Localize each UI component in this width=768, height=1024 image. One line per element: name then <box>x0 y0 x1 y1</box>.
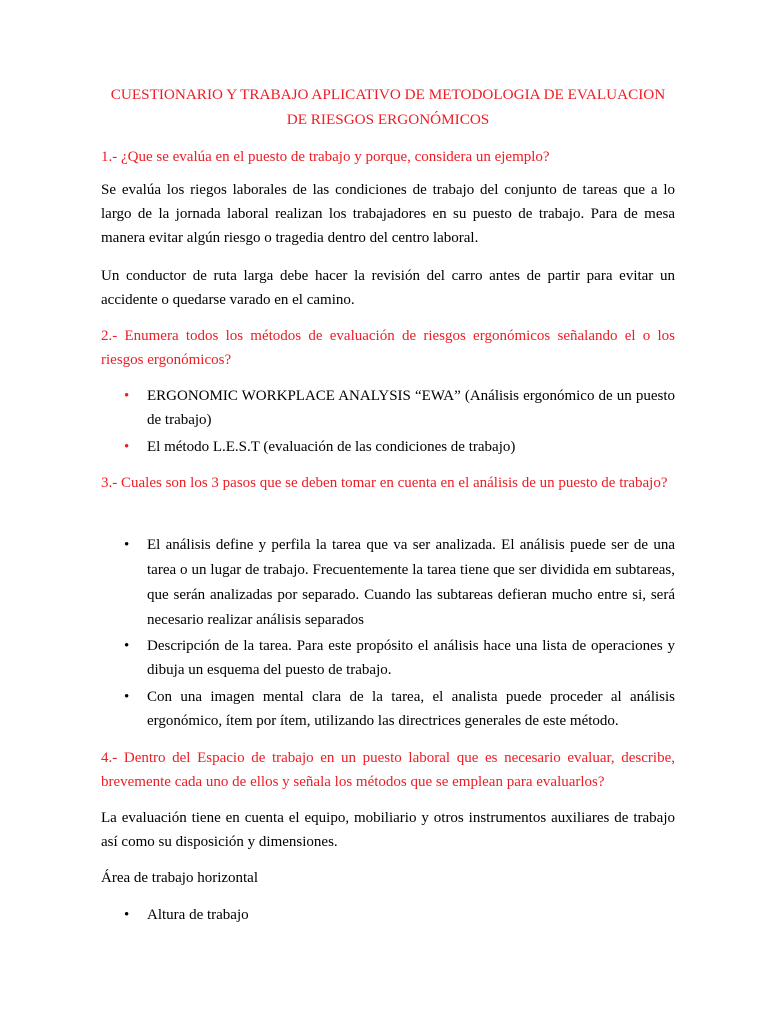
bullet-icon: • <box>124 439 130 455</box>
q3-bullet-3: Con una imagen mental clara de la tarea, el analista puede proceder al análisis ergonómico, ítem por ítem, utilizando las directrices generales de este método. <box>147 689 675 729</box>
bullet-icon: • <box>124 388 130 404</box>
q3-bullet-1: El análisis define y perfila la tarea que va ser analizada. El análisis puede ser de una tarea o un lugar de trabajo. Frecuentemente la tarea tiene que ser dividida em subtareas, que serán analizadas por separado. Cuando las subtareas defieran mucho entre si, será necesario realizar análisis separados <box>147 537 675 628</box>
answer-4-paragraph-2: Área de trabajo horizontal <box>101 870 259 886</box>
bullet-icon: • <box>124 907 130 923</box>
bullet-icon: • <box>124 537 130 553</box>
bullet-icon: • <box>124 638 130 654</box>
document-title <box>92 82 684 132</box>
bullet-icon: • <box>124 689 130 705</box>
title-line-1: CUESTIONARIO Y TRABAJO APLICATIVO DE METODOLOGIA DE EVALUACION <box>110 86 666 103</box>
q2-bullet-2: El método L.E.S.T (evaluación de las condiciones de trabajo) <box>147 439 516 455</box>
answer-4-paragraph-1: La evaluación tiene en cuenta el equipo, mobiliario y otros instrumentos auxiliares de trabajo así como su disposición y dimensiones. <box>101 810 675 850</box>
answer-1-paragraph-1: Se evalúa los riegos laborales de las condiciones de trabajo del conjunto de tareas que a lo largo de la jornada laboral realizan los trabajadores en su puesto de trabajo. Para de mesa manera evitar algún riesgo o tragedia dentro del centro laboral. <box>101 182 675 246</box>
title-line-2: DE RIESGOS ERGONÓMICOS <box>286 111 490 128</box>
question-1: 1.- ¿Que se evalúa en el puesto de trabajo y porque, considera un ejemplo? <box>101 149 550 165</box>
question-4: 4.- Dentro del Espacio de trabajo en un puesto laboral que es necesario evaluar, describe, brevemente cada uno de ellos y señala los métodos que se emplean para evaluarlos? <box>101 750 675 790</box>
question-2: 2.- Enumera todos los métodos de evaluación de riesgos ergonómicos señalando el o los riesgos ergonómicos? <box>101 328 675 368</box>
answer-1-paragraph-2: Un conductor de ruta larga debe hacer la revisión del carro antes de partir para evitar un accidente o quedarse varado en el camino. <box>101 268 675 308</box>
q2-bullet-1: ERGONOMIC WORKPLACE ANALYSIS “EWA” (Análisis ergonómico de un puesto de trabajo) <box>147 388 675 428</box>
q3-bullet-2: Descripción de la tarea. Para este propósito el análisis hace una lista de operaciones y dibuja un esquema del puesto de trabajo. <box>147 638 675 678</box>
a4-bullet-1: Altura de trabajo <box>147 907 249 923</box>
question-3: 3.- Cuales son los 3 pasos que se deben tomar en cuenta en el análisis de un puesto de trabajo? <box>101 475 668 491</box>
